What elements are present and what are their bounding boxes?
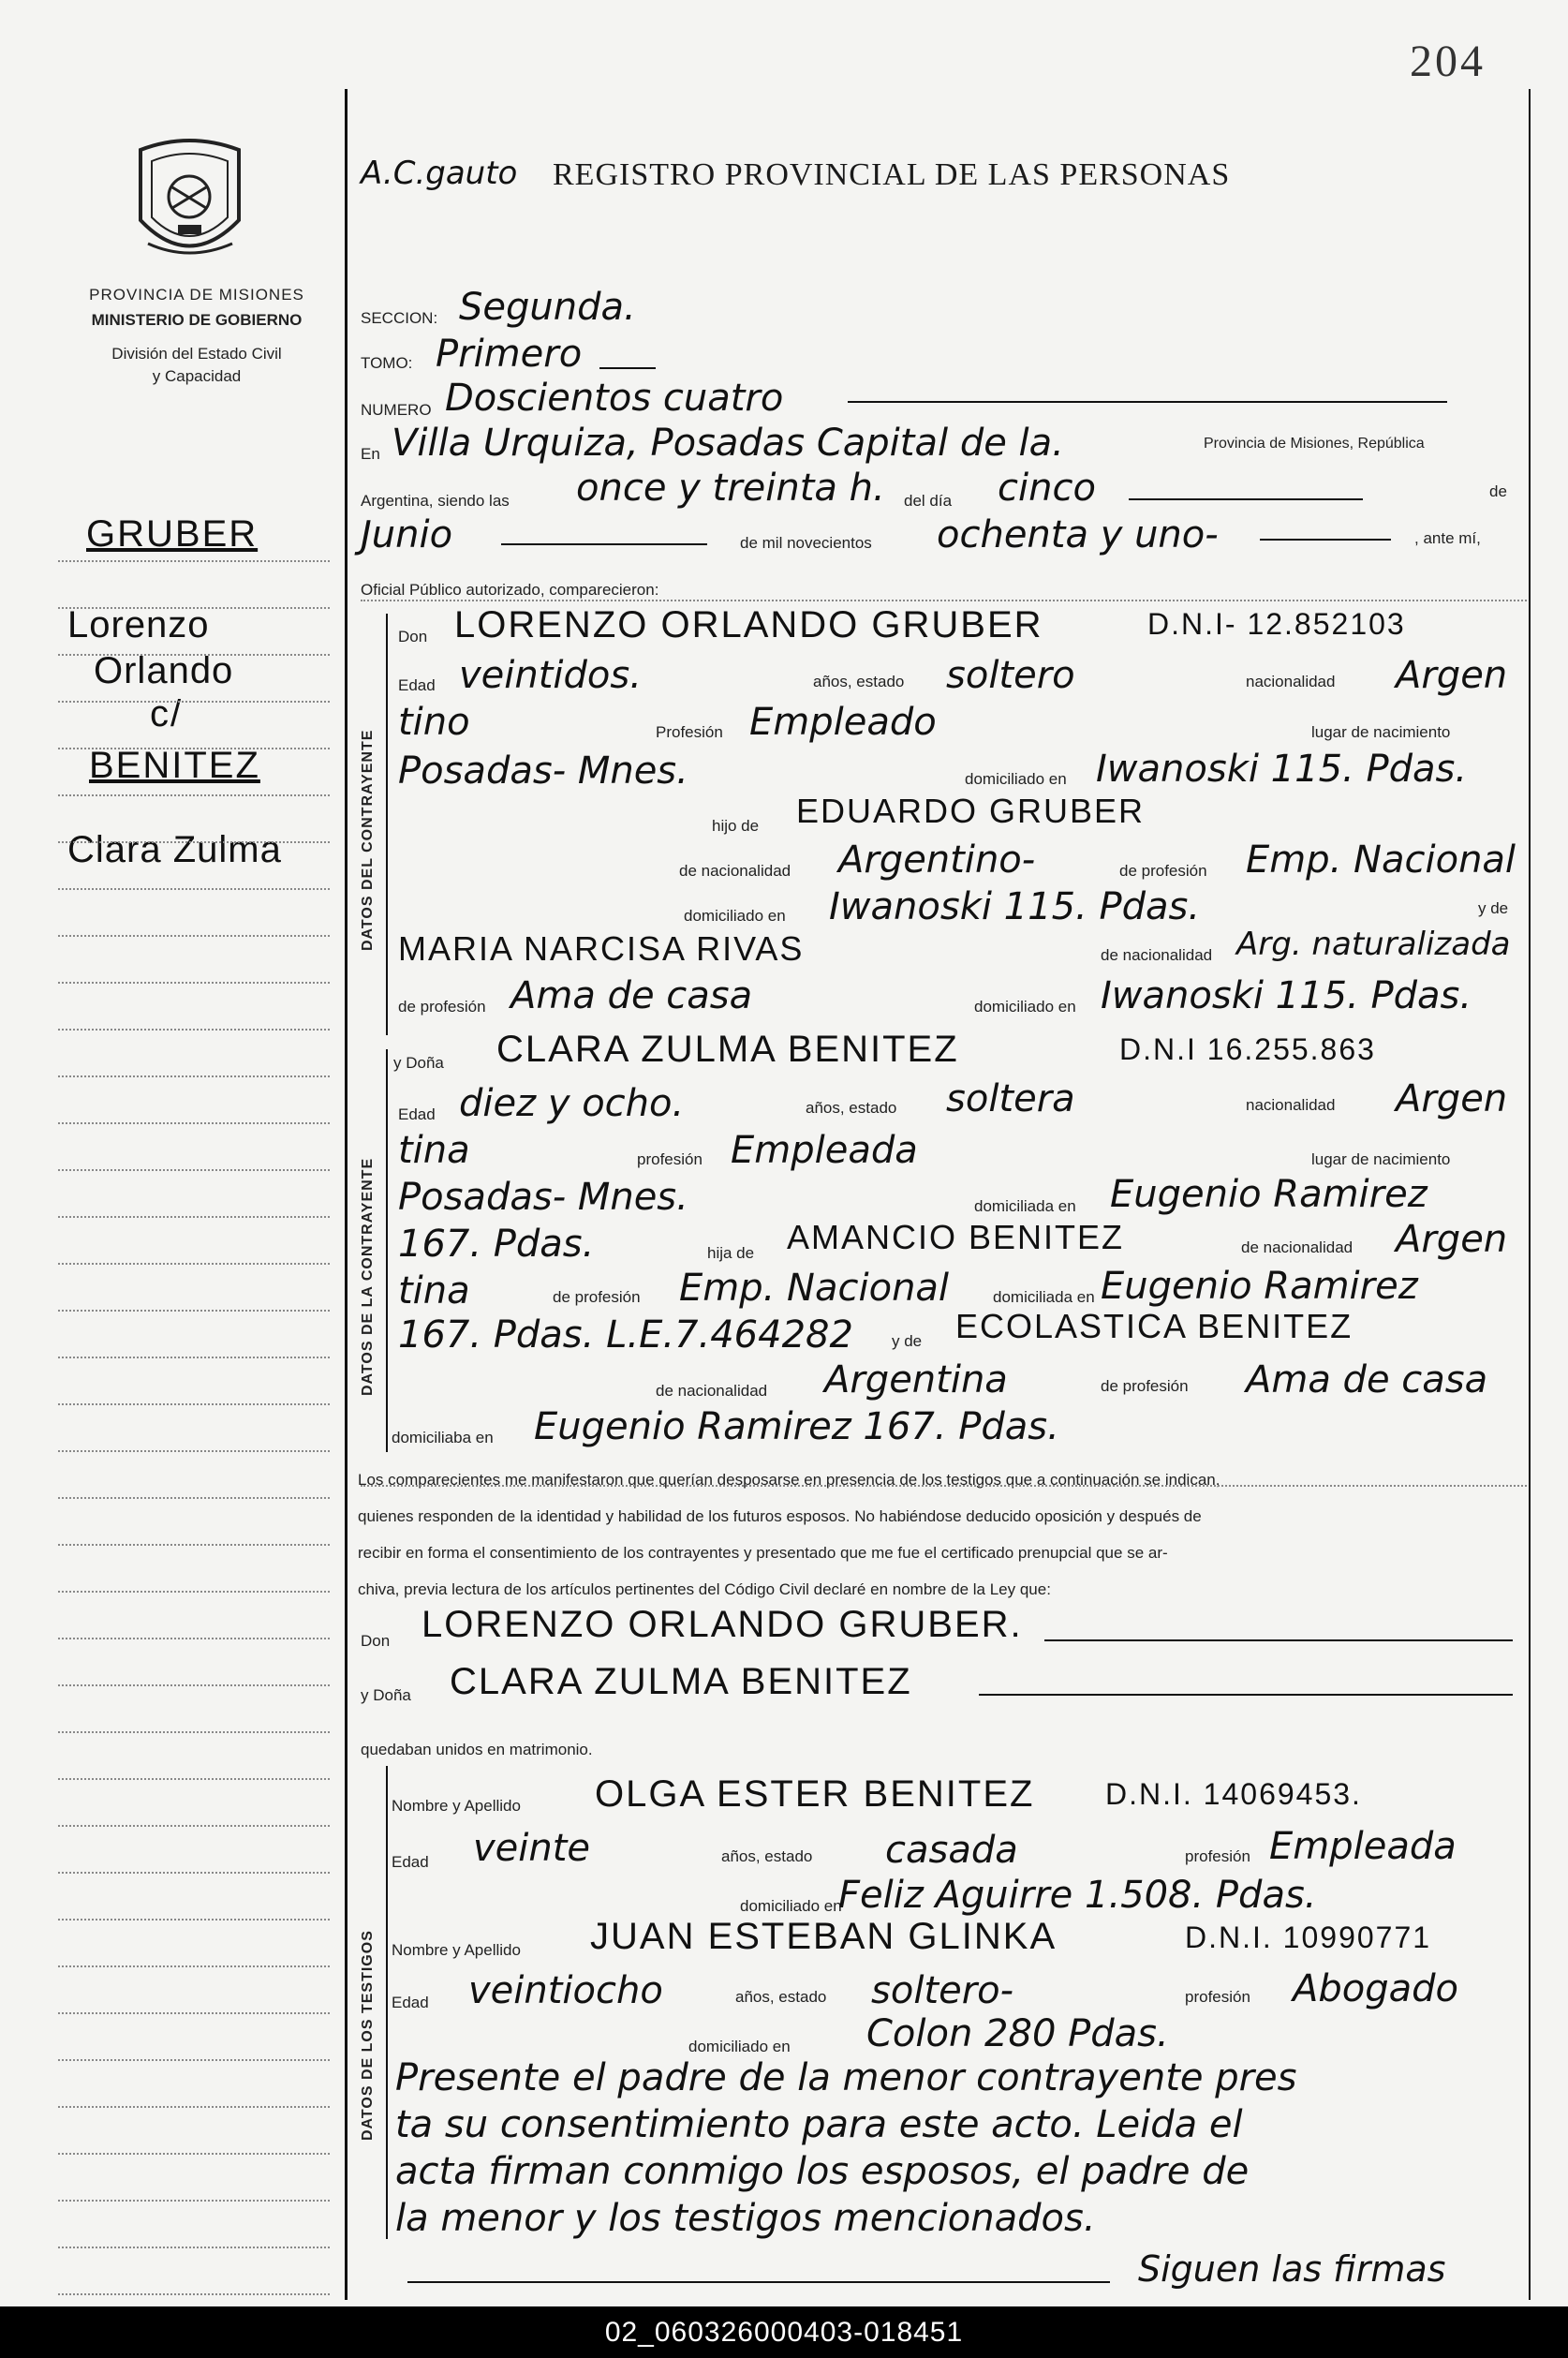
witness-2-edad: veintiocho (468, 1969, 663, 2012)
margin-dotted-line (58, 1684, 330, 1686)
declared-bride: CLARA ZULMA BENITEZ (450, 1661, 912, 1702)
groom-father: EDUARDO GRUBER (796, 792, 1146, 830)
bride-estado: soltera (946, 1077, 1075, 1120)
margin-dotted-line (58, 1169, 330, 1171)
bride-name: CLARA ZULMA BENITEZ (496, 1029, 959, 1070)
dia-value: cinco (998, 467, 1096, 510)
witness-1-dni: D.N.I. 14069453. (1105, 1777, 1362, 1811)
page-number: 204 (1410, 37, 1486, 86)
margin-dotted-line (58, 1310, 330, 1312)
groom-mother-prof: Ama de casa (510, 974, 753, 1017)
margin-dotted-line (58, 1029, 330, 1031)
paragraph-line: recibir en forma el consentimiento de los contrayentes y presentado que me fue el certificado prenupcial que se ar- (358, 1544, 1168, 1562)
form-dotted-rule (361, 600, 1527, 601)
bride-section-label: DATOS DE LA CONTRAYENTE (360, 1157, 376, 1396)
division-label-1: División del Estado Civil (111, 345, 282, 363)
dona-label: y Doña (393, 1054, 444, 1072)
bride-hija-label: hija de (707, 1244, 755, 1262)
margin-dotted-line (58, 841, 330, 843)
groom-nac-2: tino (398, 701, 470, 744)
margin-dotted-line (58, 1965, 330, 1967)
witness-1-edad-label: Edad (392, 1853, 429, 1871)
witness-2-dni: D.N.I. 10990771 (1185, 1921, 1432, 1954)
margin-conjunction: c/ (150, 693, 184, 734)
bride-mother-dom: Eugenio Ramirez 167. Pdas. (534, 1405, 1059, 1448)
groom-dni: D.N.I- 12.852103 (1147, 607, 1406, 641)
margin-dotted-line (58, 1778, 330, 1780)
witness-1-edad: veinte (473, 1827, 591, 1870)
margin-dotted-line (58, 1263, 330, 1265)
margin-dotted-line (58, 1122, 330, 1124)
bride-y-de-label: y de (892, 1332, 923, 1350)
bride-father-nac-2: tina (398, 1269, 470, 1312)
groom-mother-nac-label: de nacionalidad (1101, 946, 1213, 964)
bride-mother-nac-label: de nacionalidad (656, 1382, 768, 1400)
division-label-2: y Capacidad (152, 367, 242, 385)
margin-dotted-line (58, 1216, 330, 1218)
groom-prof-label: Profesión (656, 723, 723, 741)
anio-value: ochenta y uno- (937, 513, 1219, 556)
margin-dotted-line (58, 794, 330, 796)
groom-section-label: DATOS DEL CONTRAYENTE (360, 729, 376, 951)
paragraph-line: chiva, previa lectura de los artículos pertinentes del Código Civil declaré en nombre de la Ley que: (358, 1580, 1051, 1598)
en-value: Villa Urquiza, Posadas Capital de la. (392, 422, 1064, 465)
hora-value: once y treinta h. (576, 467, 885, 510)
tomo-label: TOMO: (361, 354, 413, 372)
groom-mother-dom-label: domiciliado en (974, 998, 1076, 1016)
groom-father-prof: Emp. Nacional (1246, 838, 1516, 882)
siendo-label: Argentina, siendo las (361, 492, 510, 510)
margin-dotted-line (58, 1544, 330, 1546)
groom-nac-1: Argen (1396, 654, 1508, 697)
margin-dotted-line (58, 2106, 330, 2108)
witnesses-section-label: DATOS DE LOS TESTIGOS (360, 1930, 376, 2141)
witness-2-profesion: Abogado (1293, 1967, 1458, 2010)
witness-1-name-label: Nombre y Apellido (392, 1797, 521, 1815)
groom-estado: soltero (946, 654, 1075, 697)
witness-2-edad-label: Edad (392, 1994, 429, 2011)
margin-dotted-line (58, 1075, 330, 1077)
margin-dotted-line (58, 654, 330, 656)
groom-lugar: Posadas- Mnes. (398, 749, 688, 793)
witness-2-estado: soltero- (871, 1969, 1014, 2012)
bride-father-nac-1: Argen (1396, 1218, 1508, 1261)
witness-1-domicilio: Feliz Aguirre 1.508. Pdas. (838, 1874, 1317, 1917)
declaration-paragraph (358, 1461, 1529, 1608)
groom-father-nac-label: de nacionalidad (679, 862, 791, 880)
bride-nac-label: nacionalidad (1246, 1096, 1336, 1114)
margin-dotted-line (58, 1591, 330, 1593)
note-line-2: ta su consentimiento para este acto. Leida el (395, 2103, 1243, 2146)
form-dotted-rule (361, 1485, 1527, 1487)
bride-father-dom-label: domiciliada en (993, 1288, 1095, 1306)
provincia-label: Provincia de Misiones, República (1204, 436, 1425, 452)
declared-groom: LORENZO ORLANDO GRUBER. (422, 1604, 1023, 1645)
groom-mother-nac: Arg. naturalizada (1236, 926, 1511, 963)
bride-dni: D.N.I 16.255.863 (1119, 1032, 1376, 1066)
bride-profesion: Empleada (731, 1129, 918, 1172)
oficial-label: Oficial Público autorizado, comparecieron: (361, 581, 659, 599)
margin-dotted-line (58, 1450, 330, 1452)
groom-nac-label: nacionalidad (1246, 673, 1336, 690)
groom-father-prof-label: de profesión (1119, 862, 1207, 880)
witness-2-name: JUAN ESTEBAN GLINKA (590, 1916, 1058, 1957)
bride-mother-prof-label: de profesión (1101, 1377, 1189, 1395)
de-mil-label: de mil novecientos (740, 534, 872, 552)
groom-name: LORENZO ORLANDO GRUBER (454, 604, 1043, 645)
groom-mother-dom: Iwanoski 115. Pdas. (1101, 974, 1472, 1017)
witness-2-dom-label: domiciliado en (688, 2038, 791, 2055)
groom-edad-label: Edad (398, 676, 436, 694)
right-vertical-rule (1529, 89, 1531, 2300)
witness-1-profesion: Empleada (1269, 1825, 1457, 1868)
bride-father-prof: Emp. Nacional (679, 1267, 950, 1310)
declared-dona-label: y Doña (361, 1686, 411, 1704)
margin-dotted-line (58, 2153, 330, 2155)
bride-mother: ECOLASTICA BENITEZ (955, 1307, 1354, 1345)
margin-dotted-line (58, 748, 330, 749)
groom-domicilio: Iwanoski 115. Pdas. (1096, 748, 1468, 791)
numero-label: NUMERO (361, 401, 432, 419)
witness-1-dom-label: domiciliado en (740, 1897, 842, 1915)
groom-father-dom-label: domiciliado en (684, 907, 786, 925)
ministry-label: MINISTERIO DE GOBIERNO (91, 311, 303, 329)
groom-hijo-label: hijo de (712, 817, 760, 835)
groom-lugar-label: lugar de nacimiento (1311, 723, 1451, 741)
main-vertical-rule (345, 89, 348, 2300)
bride-lugar: Posadas- Mnes. (398, 1176, 688, 1219)
margin-surname-groom: GRUBER (86, 513, 259, 555)
bride-edad: diez y ocho. (459, 1082, 685, 1125)
margin-dotted-line (58, 888, 330, 890)
bride-nac-2: tina (398, 1129, 470, 1172)
don-label: Don (398, 628, 428, 645)
margin-surname-bride: BENITEZ (89, 745, 260, 786)
bride-father-prof-label: de profesión (553, 1288, 641, 1306)
witness-2-domicilio: Colon 280 Pdas. (866, 2012, 1169, 2055)
dia-label: del día (904, 492, 953, 510)
bride-father-nac-label: de nacionalidad (1241, 1238, 1354, 1256)
en-label: En (361, 445, 380, 463)
witness-1-prof-label: profesión (1185, 1847, 1250, 1865)
margin-dotted-line (58, 1919, 330, 1921)
bride-prof-label: profesión (637, 1150, 703, 1168)
bride-lugar-label: lugar de nacimiento (1311, 1150, 1451, 1168)
groom-edad: veintidos. (459, 654, 642, 697)
bride-father-dom-1: Eugenio Ramirez (1101, 1265, 1418, 1308)
margin-dotted-line (58, 2200, 330, 2202)
witness-2-estado-label: años, estado (735, 1988, 827, 2006)
groom-mother-prof-label: de profesión (398, 998, 486, 1016)
witness-2-name-label: Nombre y Apellido (392, 1941, 521, 1959)
groom-father-dom: Iwanoski 115. Pdas. (829, 885, 1201, 928)
margin-dotted-line (58, 1872, 330, 1874)
declared-don-label: Don (361, 1632, 391, 1650)
witness-1-estado-label: años, estado (721, 1847, 813, 1865)
annotation-signature: A.C.gauto (361, 155, 518, 192)
groom-estado-label: años, estado (813, 673, 905, 690)
bride-edad-label: Edad (398, 1105, 436, 1123)
margin-dotted-line (58, 560, 330, 562)
margin-dotted-line (58, 607, 330, 609)
province-label: PROVINCIA DE MISIONES (89, 286, 304, 304)
bride-nac-1: Argen (1396, 1077, 1508, 1120)
bride-domicilio-2: 167. Pdas. (398, 1223, 595, 1266)
bride-mother-nac: Argentina (824, 1358, 1008, 1401)
bride-mother-prof: Ama de casa (1246, 1358, 1488, 1401)
groom-section-rule (386, 614, 388, 1035)
note-line-4: la menor y los testigos mencionados. (395, 2197, 1096, 2240)
seccion-label: SECCION: (361, 309, 438, 327)
margin-dotted-line (58, 1825, 330, 1827)
groom-father-nac: Argentino- (838, 838, 1036, 882)
margin-dotted-line (58, 982, 330, 984)
registry-title: REGISTRO PROVINCIAL DE LAS PERSONAS (553, 157, 1231, 192)
witness-1-estado: casada (885, 1829, 1018, 1872)
bride-estado-label: años, estado (806, 1099, 897, 1117)
coat-of-arms-seal (131, 131, 248, 276)
margin-dotted-line (58, 701, 330, 703)
note-line-1: Presente el padre de la menor contrayente pres (395, 2056, 1297, 2099)
margin-dotted-line (58, 1638, 330, 1639)
tomo-value: Primero (436, 333, 583, 376)
de-label: de (1489, 482, 1507, 500)
bride-domicilio-1: Eugenio Ramirez (1110, 1173, 1427, 1216)
seccion-value: Segunda. (459, 286, 636, 329)
bride-section-rule (386, 1049, 388, 1452)
groom-mother: MARIA NARCISA RIVAS (398, 929, 805, 968)
witness-1-name: OLGA ESTER BENITEZ (595, 1773, 1035, 1815)
margin-given-groom-2: Orlando (94, 650, 234, 691)
bride-mother-dom-label: domiciliaba en (392, 1429, 494, 1446)
paragraph-line: Los comparecientes me manifestaron que querían desposarse en presencia de los testigos que a continuación se indican, (358, 1471, 1220, 1489)
margin-dotted-line (58, 1731, 330, 1733)
margin-dotted-line (58, 1357, 330, 1358)
numero-value: Doscientos cuatro (445, 377, 784, 420)
margin-given-bride: Clara Zulma (67, 829, 282, 870)
witnesses-section-rule (386, 1766, 388, 2239)
margin-dotted-line (58, 1497, 330, 1499)
margin-dotted-line (58, 2059, 330, 2061)
closing-note: Siguen las firmas (1138, 2248, 1446, 2290)
quedaban-label: quedaban unidos en matrimonio. (361, 1741, 593, 1758)
bride-dom-label: domiciliada en (974, 1197, 1076, 1215)
groom-y-de-label: y de (1478, 899, 1509, 917)
margin-dotted-line (58, 1403, 330, 1405)
margin-dotted-line (58, 2247, 330, 2248)
groom-profesion: Empleado (749, 701, 937, 744)
groom-dom-label: domiciliado en (965, 770, 1067, 788)
witness-2-prof-label: profesión (1185, 1988, 1250, 2006)
note-line-3: acta firman conmigo los esposos, el padre de (395, 2150, 1250, 2193)
footer-code: 02_060326000403-018451 (0, 2306, 1568, 2358)
margin-dotted-line (58, 935, 330, 937)
mes-value: Junio (361, 513, 453, 556)
margin-dotted-line (58, 2293, 330, 2295)
paragraph-line: quienes responden de la identidad y habilidad de los futuros esposos. No habiéndose deducido oposición y después de (358, 1507, 1202, 1525)
bride-father-dom-2: 167. Pdas. L.E.7.464282 (398, 1313, 853, 1357)
bride-father: AMANCIO BENITEZ (787, 1218, 1125, 1256)
ante-mi-label: , ante mí, (1414, 529, 1481, 547)
margin-dotted-line (58, 2012, 330, 2014)
margin-given-groom-1: Lorenzo (67, 604, 210, 645)
